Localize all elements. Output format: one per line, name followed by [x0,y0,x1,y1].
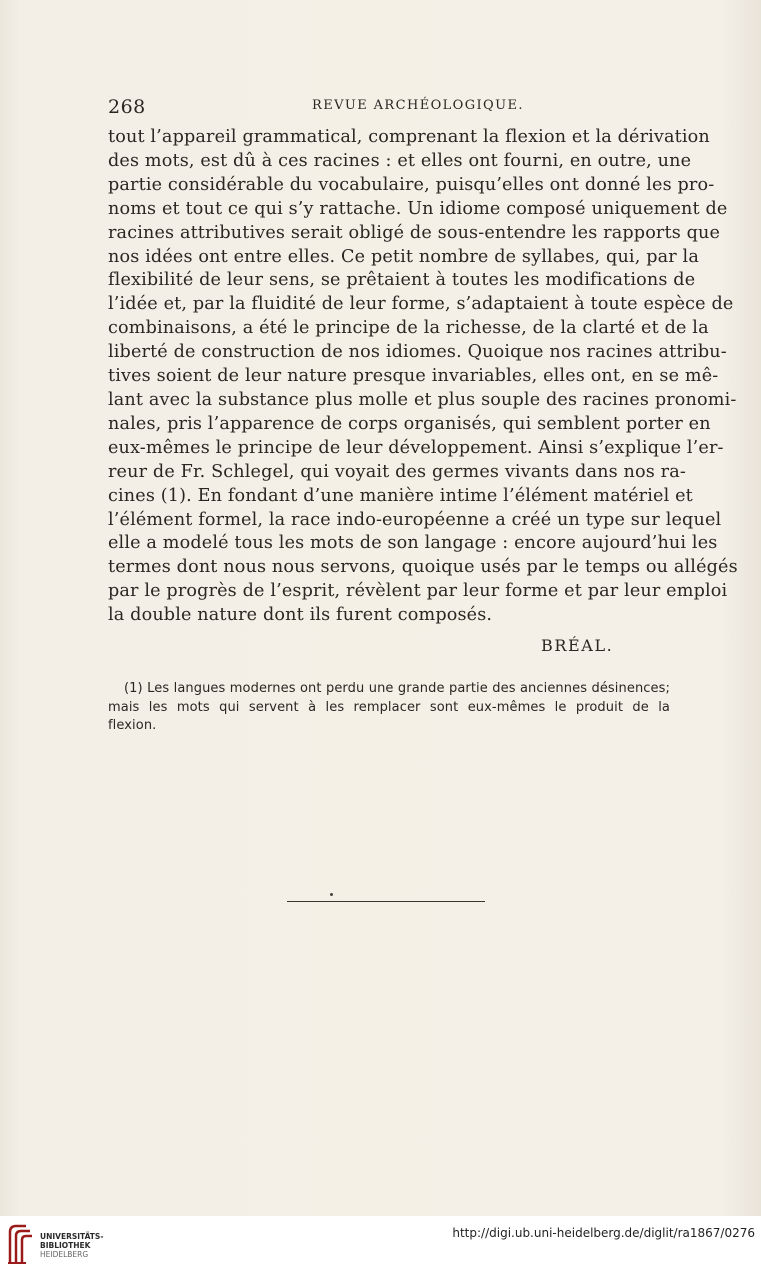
text-line: partie considérable du vocabulaire, puisqu’elles ont donné les pro- [108,174,715,195]
text-line: lant avec la substance plus molle et plus souple des racines pronomi- [108,389,737,410]
text-line: par le progrès de l’esprit, révèlent par leur forme et par leur emploi [108,581,728,602]
text-line: tout l’appareil grammatical, comprenant la flexion et la dérivation [108,127,710,147]
journal-title: REVUE ARCHÉOLOGIQUE. [312,98,524,113]
footnote [108,680,670,736]
text-line: noms et tout ce qui s’y rattache. Un idiome composé uniquement de [108,198,728,219]
footnote-line: mais les mots qui servent à les remplacer sont eux-mêmes le produit de la [108,699,670,715]
text-line: cines (1). En fondant d’une manière intime l’élément matériel et [108,485,693,506]
page-number: 268 [108,96,146,118]
library-logo[interactable] [6,1222,116,1266]
text-line: l’idée et, par la fluidité de leur forme, s’adaptaient à toute espèce de [108,294,734,315]
logo-line-2: BIBLIOTHEK [40,1241,91,1250]
text-line: termes dont nous nous servons, quoique usés par le temps ou allégés [108,557,738,578]
text-line: des mots, est dû à ces racines : et elles ont fourni, en outre, une [108,150,692,171]
text-line: reur de Fr. Schlegel, qui voyait des germes vivants dans nos ra- [108,461,686,482]
footnote-line: flexion. [108,718,157,733]
body-paragraph [108,126,738,628]
logo-line-1: UNIVERSITÄTS- [40,1232,104,1241]
text-line: nos idées ont entre elles. Ce petit nombre de syllabes, qui, par la [108,246,699,267]
logo-line-3: HEIDELBERG [40,1250,89,1259]
text-line: la double nature dont ils furent composés. [108,605,493,626]
footnote-line: (1) Les langues modernes ont perdu une grande partie des anciennes désinences; [124,681,670,696]
divider-dot [330,893,333,896]
end-rule [287,901,485,902]
author-signature: BRÉAL. [541,636,614,655]
library-logo-icon [6,1222,34,1266]
text-line: elle a modelé tous les mots de son langage : encore aujourd’hui les [108,533,718,554]
text-line: l’élément formel, la race indo-européenne a créé un type sur lequel [108,509,722,530]
text-line: racines attributives serait obligé de sous-entendre les rapports que [108,222,721,243]
text-line: combinaisons, a été le principe de la richesse, de la clarté et de la [108,318,709,339]
text-line: nales, pris l’apparence de corps organisés, qui semblent porter en [108,413,711,434]
text-line: tives soient de leur nature presque invariables, elles ont, en se mê- [108,366,719,387]
text-line: liberté de construction de nos idiomes. Quoique nos racines attribu- [108,342,727,363]
running-head [108,96,670,116]
library-logo-text [40,1232,103,1259]
text-line: eux-mêmes le principe de leur développement. Ainsi s’explique l’er- [108,437,724,458]
text-line: flexibilité de leur sens, se prêtaient à toutes les modifications de [108,270,696,291]
source-url[interactable]: http://digi.ub.uni-heidelberg.de/diglit/ra1867/0276 [452,1226,755,1240]
